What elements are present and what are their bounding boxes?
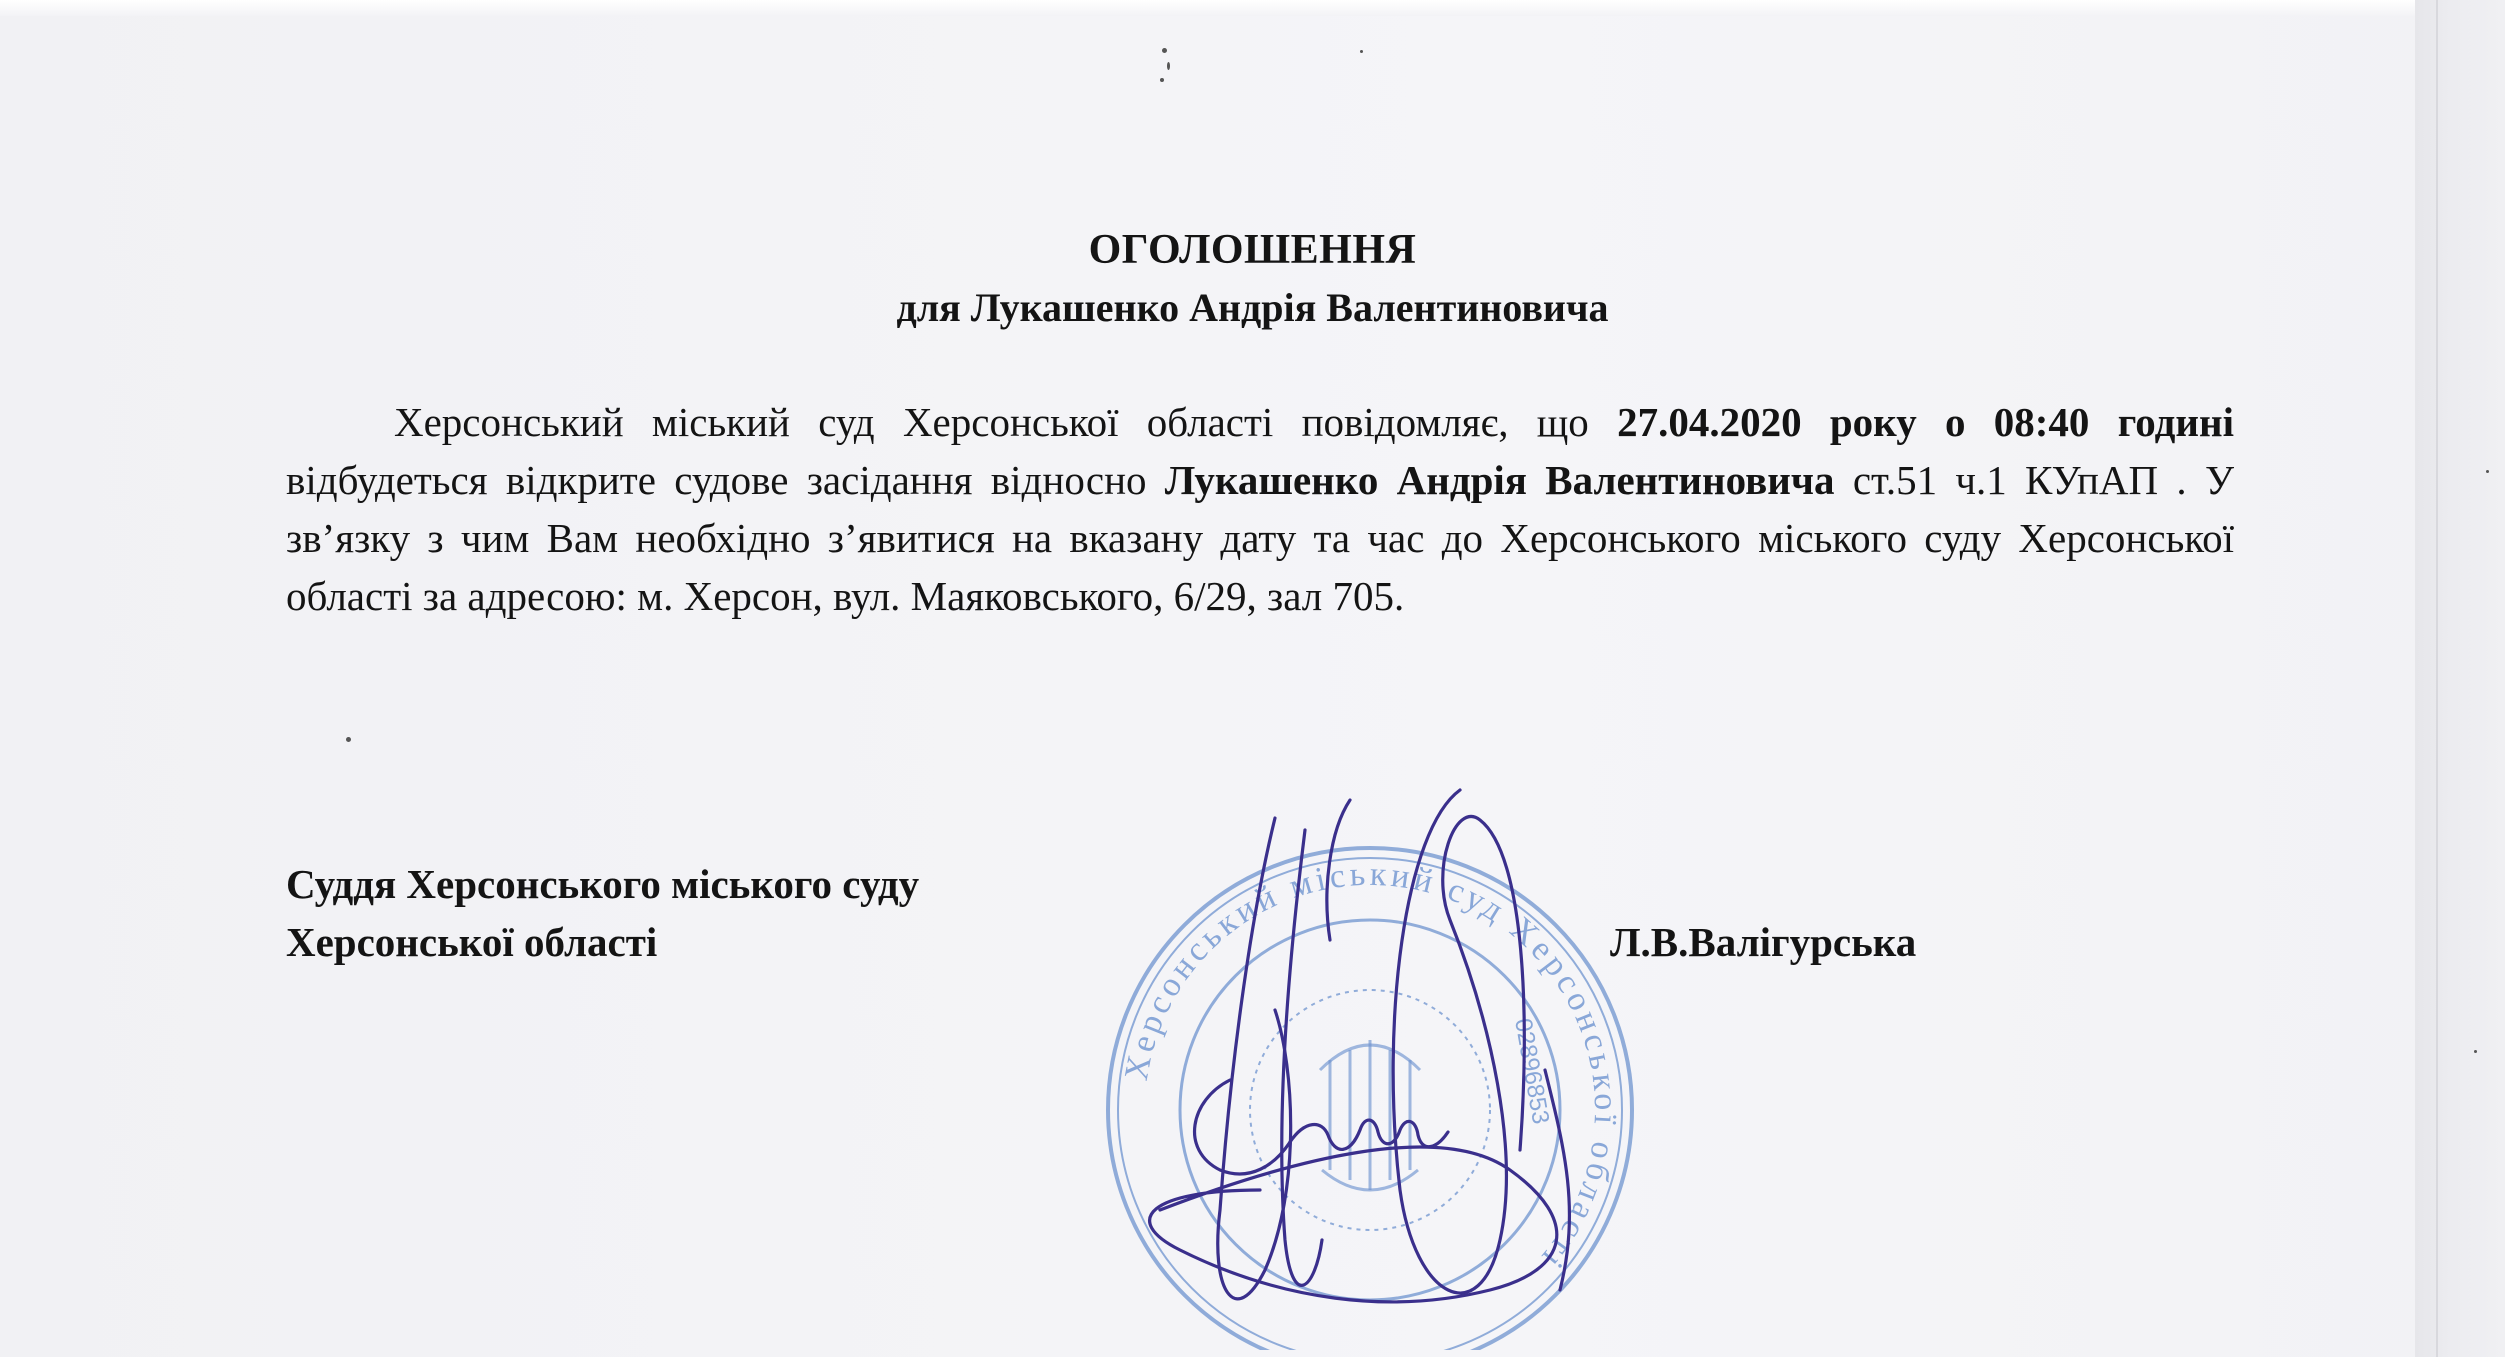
scan-speck: [2486, 470, 2489, 473]
judge-title-line: Суддя Херсонського міського суду: [286, 861, 920, 907]
judge-title-line: Херсонської області: [286, 919, 658, 965]
hearing-date-time: 27.04.2020 року о 08:40 годині: [1617, 399, 2234, 445]
scan-right-edge: [2415, 0, 2505, 1357]
judge-signature: [1060, 770, 1680, 1350]
notice-text-part: Херсонський міський суд Херсонської області повідомляє, що: [394, 399, 1618, 445]
judge-title: [286, 855, 919, 971]
document-title: ОГОЛОШЕННЯ: [1088, 227, 1417, 273]
notice-text-part: ст.51 ч.1 КУпАП . У зв’язку з чим Вам необхідно з’явитися на вказану дату та час до Херсонського міського суду Херсонської області за адресою: м. Херсон, вул. Маяковського, 6/29, зал 705.: [286, 457, 2234, 619]
defendant-name: Лукашенко Андрія Валентиновича: [1164, 457, 1835, 503]
document-subtitle: для Лукашенко Андрія Валентиновича: [896, 285, 1609, 330]
scan-speck: [1160, 78, 1164, 82]
seal-code: 02896853: [1509, 1016, 1555, 1127]
judge-name: Л.В.Валігурська: [1610, 919, 1917, 965]
notice-text-part: відбудеться відкрите судове засідання відносно: [286, 457, 1165, 503]
scan-speck: [1162, 48, 1167, 53]
notice-body: [286, 393, 2234, 625]
scan-speck: [1360, 50, 1363, 53]
scan-speck: [2474, 1050, 2477, 1053]
scan-fold-line: [2436, 0, 2438, 1357]
scan-speck: [346, 737, 351, 742]
scan-top-edge: [0, 0, 2505, 16]
signature-graphic: [1060, 770, 1680, 1350]
scan-speck: [1167, 62, 1170, 70]
seal-ring-text: Херсонський міський суд Херсонської області: [1117, 855, 1625, 1279]
